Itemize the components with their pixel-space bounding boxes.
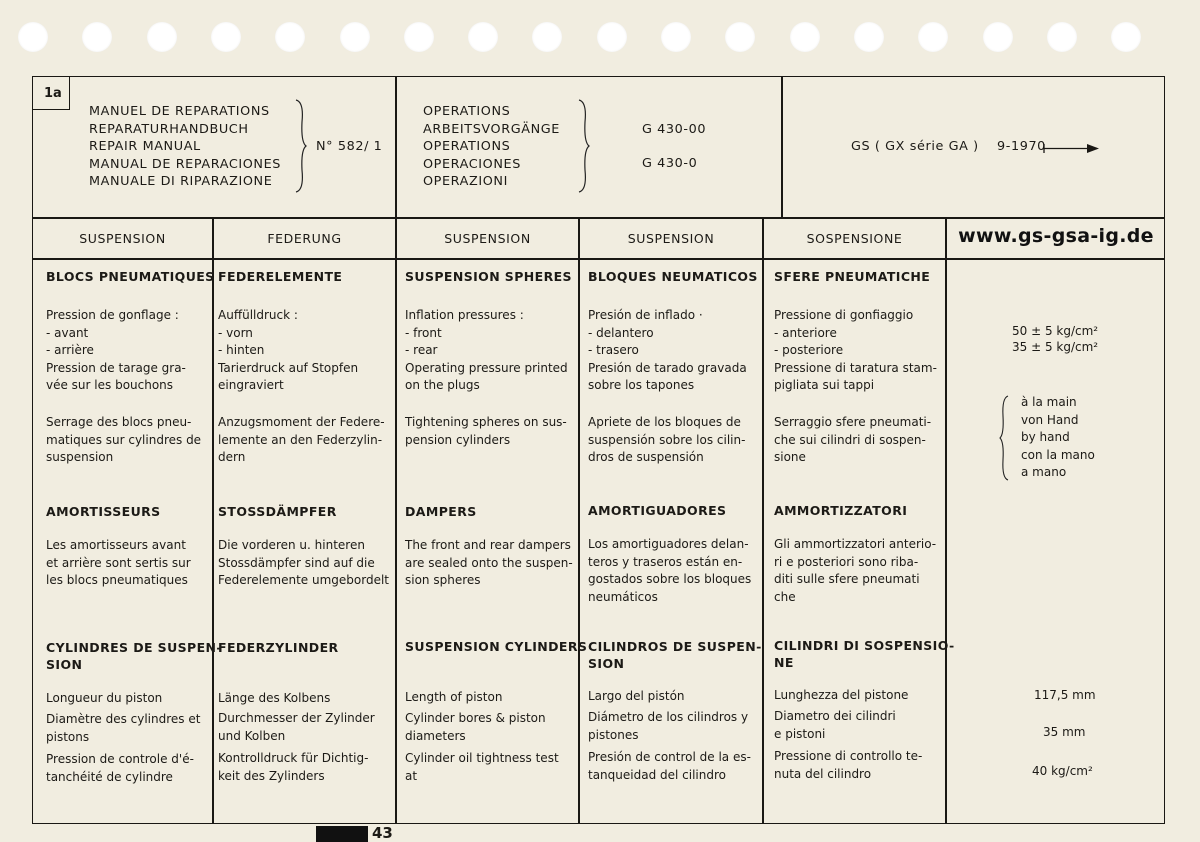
brace-icon [577, 98, 591, 194]
text-block: Pression de controle d'é- tanchéité de cylindre [46, 752, 194, 784]
section-title: FEDERZYLINDER [218, 640, 339, 655]
punch-hole [404, 22, 434, 52]
value-text: 35 mm [1043, 725, 1086, 739]
text-block: Cylinder oil tightness test at [405, 751, 559, 783]
punch-hole [340, 22, 370, 52]
column-header-es: SUSPENSION [627, 231, 715, 246]
punch-hole [82, 22, 112, 52]
brace-icon [999, 394, 1011, 482]
text-block: Länge des Kolbens [218, 691, 331, 705]
column-header-de: FEDERUNG [267, 231, 342, 246]
text-block: Serraggio sfere pneumati- che sui cilindri di sospen- sione [774, 415, 932, 464]
value-text: 50 ± 5 kg/cm² [1012, 324, 1099, 338]
page-marker-bar [316, 826, 368, 842]
punch-hole [468, 22, 498, 52]
text-block: The front and rear dampers are sealed onto the suspen- sion spheres [405, 538, 573, 587]
section-title: CILINDRI DI SOSPENSIO- NE [774, 638, 955, 670]
punch-hole [661, 22, 691, 52]
section-title: CYLINDRES DE SUSPEN- SION [46, 640, 222, 672]
value-text: 117,5 mm [1034, 688, 1096, 702]
section-title: AMMORTIZZATORI [774, 503, 908, 518]
text-block: Presión de inflado · - delantero - trasero Presión de tarado gravada sobre los tapones [588, 308, 747, 392]
text-block: Gli ammortizzatori anterio- ri e posteriori sono riba- diti sulle sfere pneumati che [774, 537, 937, 604]
punch-holes [0, 22, 1200, 56]
section-title: DAMPERS [405, 504, 477, 519]
section-title: FEDERELEMENTE [218, 269, 343, 284]
arrow-right-icon [1043, 141, 1101, 155]
text-block: Diametro dei cilindri e pistoni [774, 709, 896, 741]
column-header-divider [32, 258, 1165, 260]
text-block: Auffülldruck : - vorn - hinten Tarierdruck auf Stopfen eingraviert [218, 308, 359, 392]
manual-title-es: MANUAL DE REPARACIONES [89, 156, 281, 172]
text-block: Die vorderen u. hinteren Stossdämpfer sind auf die Federelemente umgebordelt [218, 538, 389, 587]
column-header-fr: SUSPENSION [79, 231, 166, 246]
section-title: AMORTISSEURS [46, 504, 161, 519]
punch-hole [1111, 22, 1141, 52]
manual-title-fr: MANUEL DE REPARATIONS [89, 104, 270, 119]
punch-hole [275, 22, 305, 52]
manual-title-en: REPAIR MANUAL [89, 139, 201, 154]
page-number: 43 [372, 824, 393, 842]
text-block: Diámetro de los cilindros y pistones [588, 710, 749, 742]
text-block: Lunghezza del pistone [774, 688, 909, 702]
text-block: Cylinder bores & piston diameters [405, 711, 546, 743]
punch-hole [211, 22, 241, 52]
header-divider [32, 217, 1165, 219]
section-title: BLOCS PNEUMATIQUES [46, 269, 215, 284]
manual-title-de: REPARATURHANDBUCH [89, 121, 249, 137]
text-block: Diamètre des cylindres et pistons [46, 712, 201, 744]
date-label: 9-1970 [997, 139, 1046, 154]
text-block: Pressione di controllo te- nuta del cilindro [774, 749, 923, 781]
text-block: Anzugsmoment der Federe- lemente an den Federzylin- dern [218, 415, 385, 464]
text-block: Serrage des blocs pneu- matiques sur cylindres de suspension [46, 415, 202, 464]
section-title: BLOQUES NEUMATICOS [588, 269, 758, 284]
section-title: AMORTIGUADORES [588, 503, 727, 518]
operation-title-es: OPERACIONES [423, 156, 521, 172]
brace-icon [294, 98, 308, 194]
section-title: SFERE PNEUMATICHE [774, 269, 931, 284]
text-block: Largo del pistón [588, 689, 685, 703]
punch-hole [147, 22, 177, 52]
punch-hole [532, 22, 562, 52]
col-divider-4 [762, 217, 764, 824]
tab-label: 1a [44, 86, 62, 101]
section-title: SUSPENSION CYLINDERS [405, 639, 588, 654]
header-divider-1 [395, 76, 397, 218]
operation-title-fr: OPERATIONS [423, 104, 511, 119]
text-block: Kontrolldruck für Dichtig- keit des Zylinders [218, 751, 369, 783]
operation-code-2: G 430-0 [642, 156, 698, 171]
text-block: Length of piston [405, 690, 503, 704]
text-block: Presión de control de la es- tanqueidad del cilindro [588, 750, 751, 782]
website-watermark: www.gs-gsa-ig.de [958, 225, 1154, 247]
text-block: Les amortisseurs avant et arrière sont sertis sur les blocs pneumatiques [46, 538, 191, 587]
punch-hole [918, 22, 948, 52]
section-title: SUSPENSION SPHERES [405, 269, 572, 284]
operation-title-it: OPERAZIONI [423, 174, 508, 189]
column-header-en: SUSPENSION [444, 231, 531, 246]
text-block: Longueur du piston [46, 691, 163, 705]
col-divider-3 [578, 217, 580, 824]
value-text: 35 ± 5 kg/cm² [1012, 340, 1099, 354]
text-block: Inflation pressures : - front - rear Operating pressure printed on the plugs [405, 308, 568, 392]
punch-hole [18, 22, 48, 52]
section-title: CILINDROS DE SUSPEN- SION [588, 639, 762, 671]
punch-hole [854, 22, 884, 52]
operation-code-1: G 430-00 [642, 122, 707, 137]
col-divider-1 [212, 217, 214, 824]
text-block: Durchmesser der Zylinder und Kolben [218, 711, 375, 743]
operation-title-en: OPERATIONS [423, 139, 511, 154]
manual-number: N° 582/ 1 [316, 139, 383, 154]
column-header-it: SOSPENSIONE [806, 231, 903, 246]
col-divider-5 [945, 217, 947, 824]
text-block: Apriete de los bloques de suspensión sobre los cilin- dros de suspensión [588, 415, 746, 464]
value-text: 40 kg/cm² [1032, 764, 1093, 778]
text-block: Los amortiguadores delan- teros y traseros están en- gostados sobre los bloques neumáticos [588, 537, 752, 604]
text-block: Pressione di gonfiaggio - anteriore - posteriore Pressione di taratura stam- pigliata sui tappi [774, 308, 937, 392]
text-block: Pression de gonflage : - avant - arrière Pression de tarage gra- vée sur les bouchons [46, 308, 186, 392]
model-label: GS ( GX série GA ) [851, 139, 979, 154]
punch-hole [1047, 22, 1077, 52]
operation-title-de: ARBEITSVORGÄNGE [423, 121, 560, 137]
punch-hole [983, 22, 1013, 52]
col-divider-2 [395, 217, 397, 824]
by-hand-list: à la main von Hand by hand con la mano a mano [1021, 395, 1095, 479]
section-title: STOSSDÄMPFER [218, 504, 337, 519]
header-divider-2 [781, 76, 783, 218]
punch-hole [725, 22, 755, 52]
punch-hole [597, 22, 627, 52]
text-block: Tightening spheres on sus- pension cylinders [405, 415, 567, 447]
manual-title-it: MANUALE DI RIPARAZIONE [89, 174, 273, 189]
punch-hole [790, 22, 820, 52]
